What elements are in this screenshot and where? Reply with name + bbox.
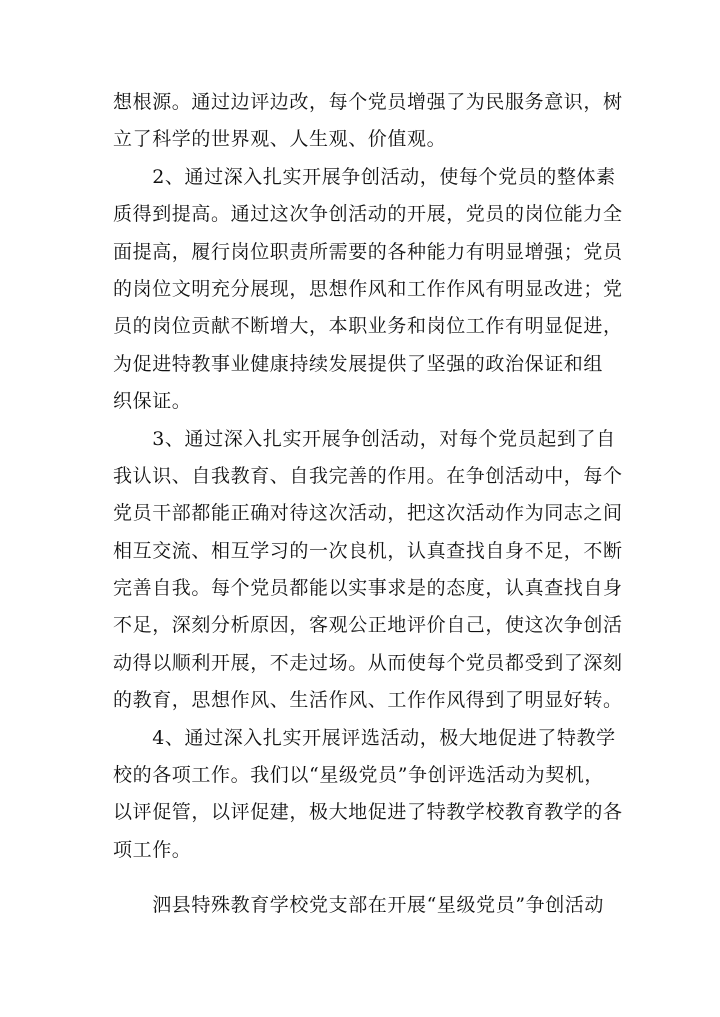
text-line: 立了科学的世界观、人生观、价值观。 — [113, 128, 447, 151]
text-line: 党员干部都能正确对待这次活动，把这次活动作为同志之间 — [113, 502, 623, 525]
text-line: 为促进特教事业健康持续发展提供了坚强的政治保证和组 — [113, 352, 604, 375]
text-line: 动得以顺利开展，不走过场。从而使每个党员都受到了深刻 — [113, 651, 623, 674]
text-line: 泗县特殊教育学校党支部在开展“星级党员”争创活动 — [113, 894, 605, 917]
text-line: 不足，深刻分析原因，客观公正地评价自己，使这次争创活 — [113, 614, 623, 637]
text-line: 以评促管，以评促建，极大地促进了特教学校教育教学的各 — [113, 801, 623, 824]
text-line: 校的各项工作。我们以“星级党员”争创评选活动为契机， — [113, 764, 605, 787]
text-line: 面提高，履行岗位职责所需要的各种能力有明显增强；党员 — [113, 240, 623, 263]
text-line: 织保证。 — [113, 390, 192, 413]
text-line: 相互交流、相互学习的一次良机，认真查找自身不足，不断 — [113, 539, 623, 562]
text-line: 想根源。通过边评边改，每个党员增强了为民服务意识，树 — [113, 91, 623, 113]
paragraph-gap — [113, 869, 613, 887]
text-line: 质得到提高。通过这次争创活动的开展，党员的岗位能力全 — [113, 203, 623, 226]
text-line: 项工作。 — [113, 838, 192, 861]
text-line: 员的岗位贡献不断增大，本职业务和岗位工作有明显促进， — [113, 315, 623, 338]
document-body — [113, 84, 623, 925]
text-line: 2、通过深入扎实开展争创活动，使每个党员的整体素 — [113, 165, 616, 188]
text-line: 我认识、自我教育、自我完善的作用。在争创活动中，每个 — [113, 464, 623, 487]
text-line: 3、通过深入扎实开展争创活动，对每个党员起到了自 — [113, 427, 616, 450]
text-line: 4、通过深入扎实开展评选活动，极大地促进了特教学 — [113, 726, 616, 749]
text-line: 的教育，思想作风、生活作风、工作作风得到了明显好转。 — [113, 689, 623, 712]
text-line: 的岗位文明充分展现，思想作风和工作作风有明显改进；党 — [113, 277, 623, 300]
text-line: 完善自我。每个党员都能以实事求是的态度，认真查找自身 — [113, 577, 623, 600]
